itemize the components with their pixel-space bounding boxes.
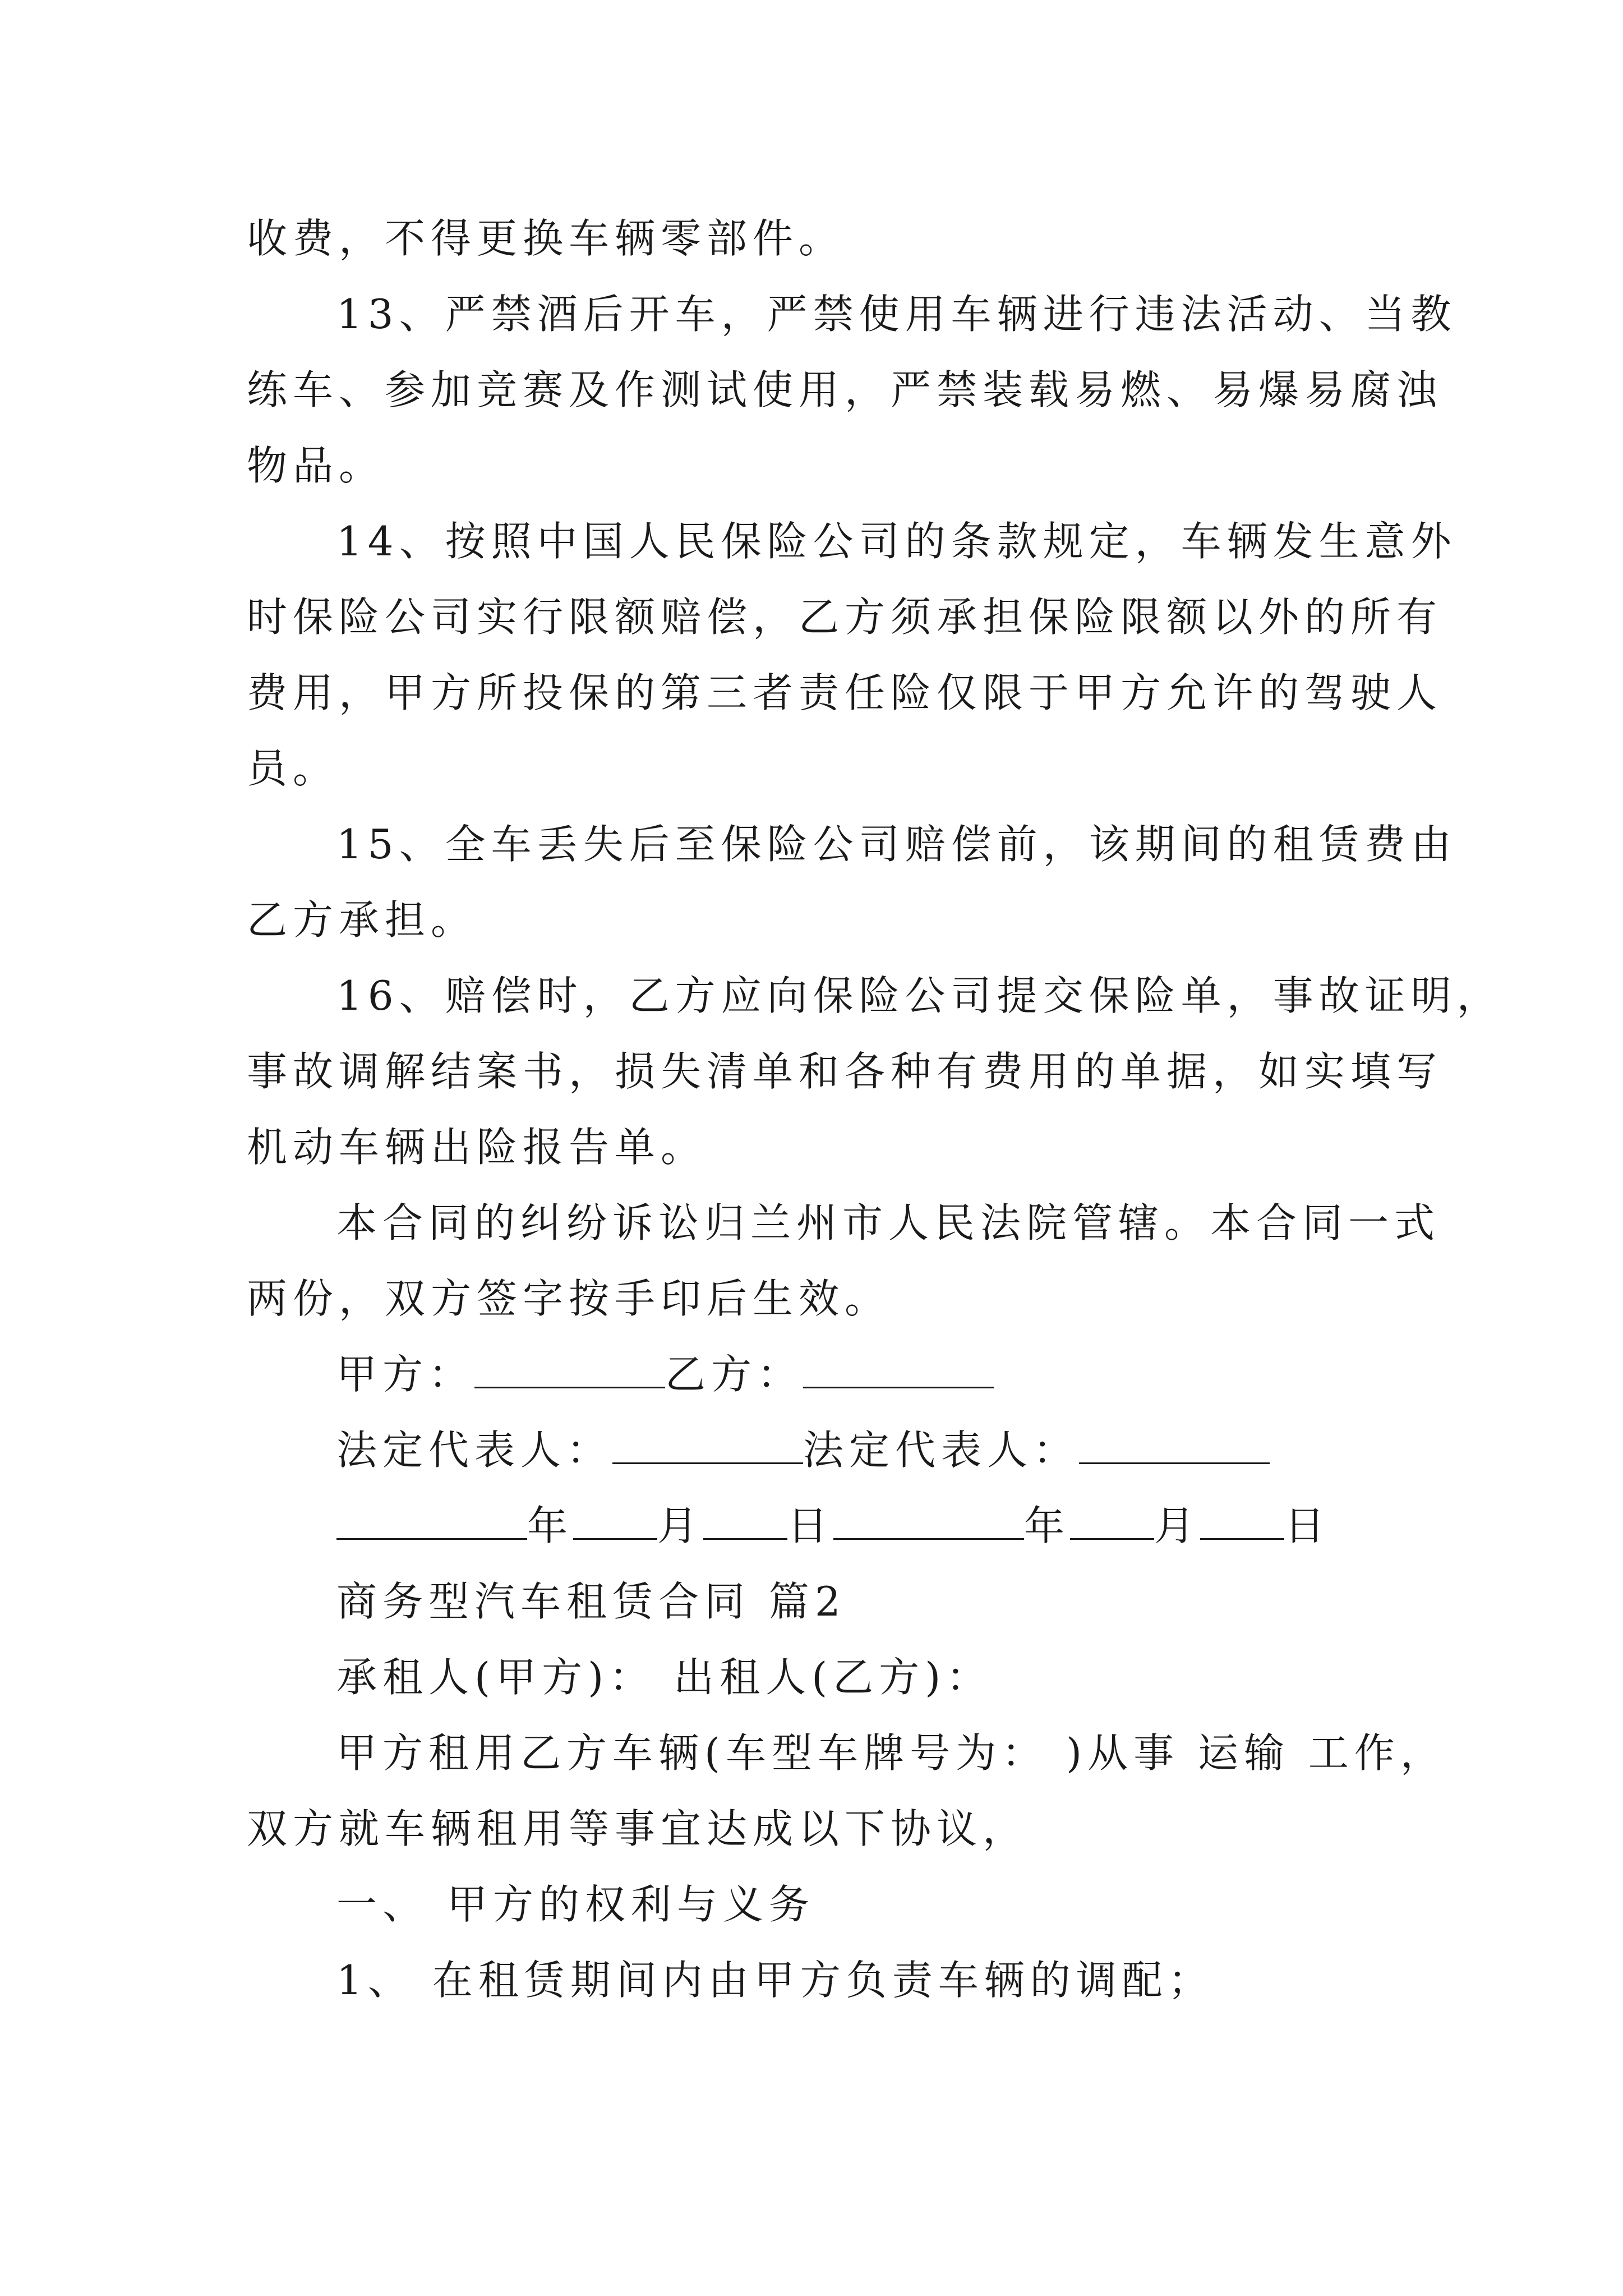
day-b-blank[interactable]: [1200, 1502, 1284, 1540]
jurisdiction-line-2: 两份，双方签字按手印后生效。: [247, 1275, 891, 1322]
day-a-label: 日: [787, 1502, 834, 1549]
day-a-blank[interactable]: [703, 1502, 787, 1540]
month-a-label: 月: [657, 1502, 704, 1549]
year-a-blank[interactable]: [336, 1502, 527, 1540]
month-b-label: 月: [1154, 1502, 1201, 1549]
section-2-subheading: 一、 甲方的权利与义务: [336, 1881, 815, 1928]
jurisdiction-line-1: 本合同的纠纷诉讼归兰州市人民法院管辖。本合同一式: [336, 1199, 1441, 1246]
section-2-intro-line-2: 双方就车辆租用等事宜达成以下协议，: [247, 1805, 1029, 1852]
section-2-heading: 商务型汽车租赁合同 篇2: [336, 1578, 846, 1625]
clause-14-line-1: 14、按照中国人民保险公司的条款规定，车辆发生意外: [336, 518, 1457, 565]
clause-14-line-4: 员。: [247, 745, 339, 792]
legal-rep-a-label: 法定代表人：: [336, 1427, 613, 1474]
month-a-blank[interactable]: [573, 1502, 657, 1540]
clause-13-line-1: 13、严禁酒后开车，严禁使用车辆进行违法活动、当教: [336, 291, 1457, 338]
section-2-intro-line-1: 甲方租用乙方车辆(车型车牌号为： )从事 运输 工作，: [336, 1729, 1446, 1777]
party-a-blank[interactable]: [474, 1351, 665, 1388]
section-2-parties: 承租人(甲方)： 出租人(乙方)：: [336, 1654, 993, 1701]
signature-parties-row: [336, 1346, 994, 1402]
clause-16-line-1: 16、赔偿时，乙方应向保险公司提交保险单，事故证明，: [336, 972, 1503, 1019]
month-b-blank[interactable]: [1070, 1502, 1154, 1540]
clause-14-line-3: 费用，甲方所投保的第三者责任险仅限于甲方允许的驾驶人: [247, 669, 1443, 716]
signature-date-row: [336, 1498, 1330, 1554]
party-b-label: 乙方：: [665, 1351, 804, 1398]
section-2-item-1: 1、 在租赁期间内由甲方负责车辆的调配；: [336, 1957, 1214, 2004]
legal-rep-a-blank[interactable]: [612, 1427, 803, 1464]
year-b-label: 年: [1024, 1502, 1071, 1549]
year-a-label: 年: [527, 1502, 574, 1549]
clause-15-line-1: 15、全车丢失后至保险公司赔偿前，该期间的租赁费由: [336, 821, 1457, 868]
legal-rep-b-label: 法定代表人：: [803, 1427, 1080, 1474]
clause-15-line-2: 乙方承担。: [247, 896, 477, 944]
paragraph-line: 收费，不得更换车辆零部件。: [247, 215, 845, 262]
day-b-label: 日: [1284, 1502, 1331, 1549]
signature-legal-rep-row: [336, 1422, 1270, 1478]
party-a-label: 甲方：: [336, 1351, 475, 1398]
party-b-blank[interactable]: [803, 1351, 994, 1388]
legal-rep-b-blank[interactable]: [1079, 1427, 1270, 1464]
clause-14-line-2: 时保险公司实行限额赔偿，乙方须承担保险限额以外的所有: [247, 593, 1443, 641]
year-b-blank[interactable]: [833, 1502, 1024, 1540]
clause-13-line-3: 物品。: [247, 442, 385, 489]
clause-13-line-2: 练车、参加竞赛及作测试使用，严禁装载易燃、易爆易腐浊: [247, 366, 1443, 413]
clause-16-line-2: 事故调解结案书，损失清单和各种有费用的单据，如实填写: [247, 1048, 1443, 1095]
clause-16-line-3: 机动车辆出险报告单。: [247, 1124, 707, 1171]
